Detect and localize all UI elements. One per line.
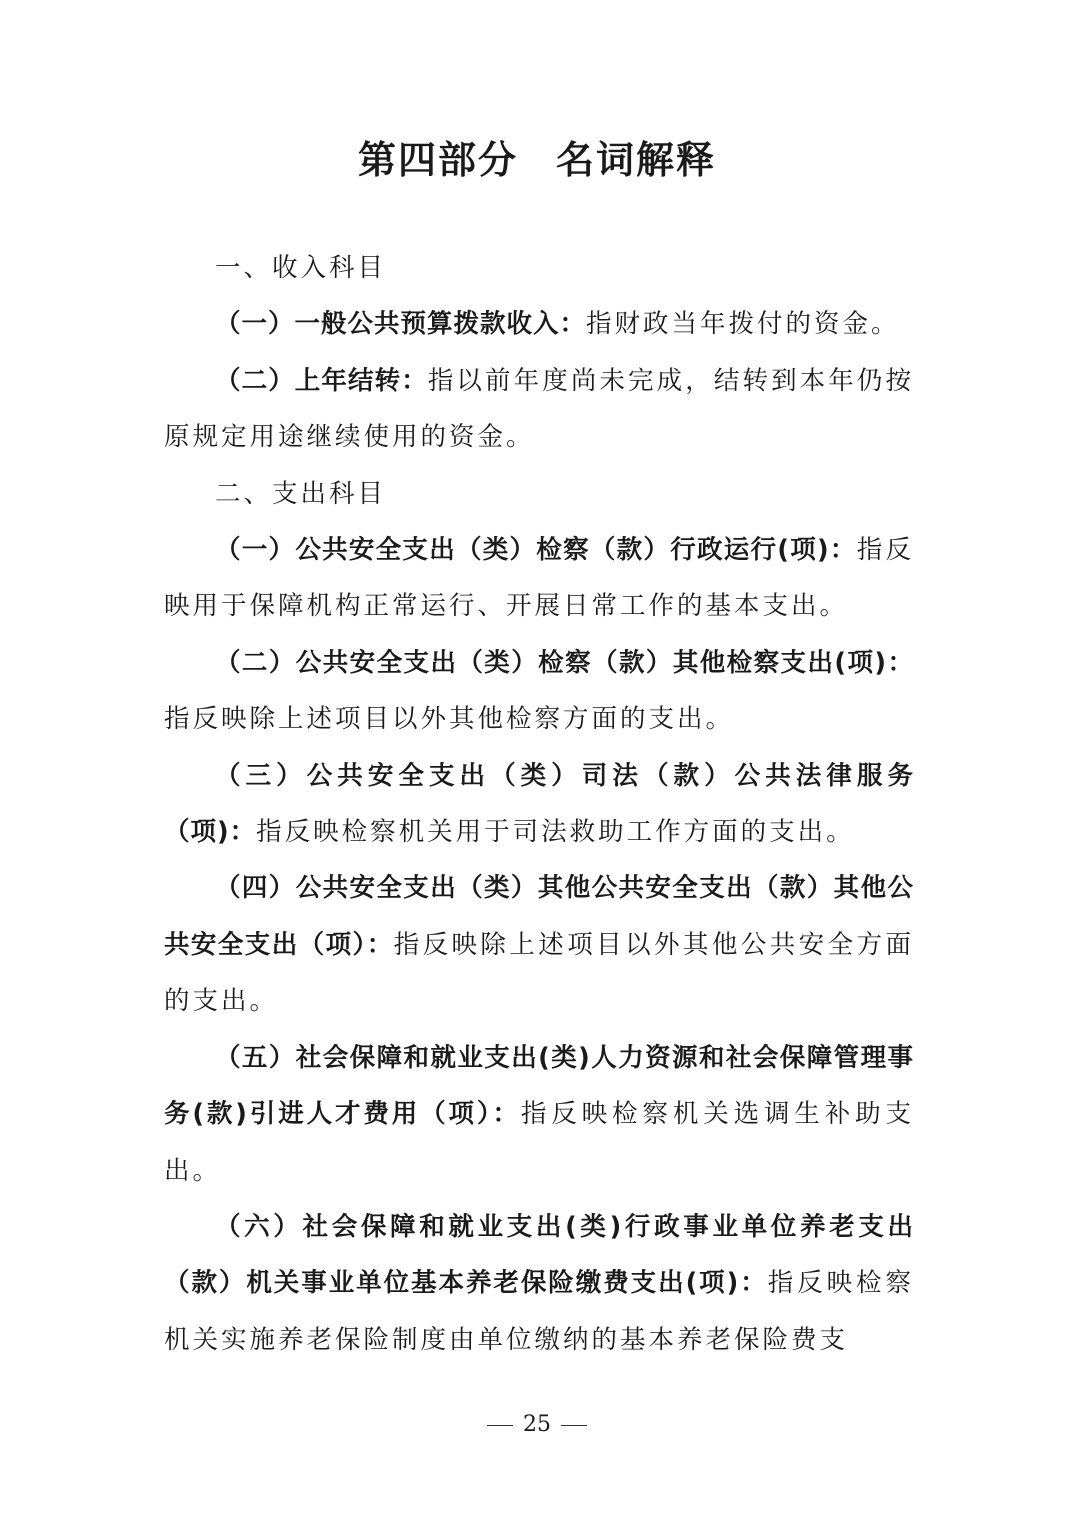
item-text: 指反映除上述项目以外其他公共安全方面的支出。: [164, 929, 914, 1017]
expense-item: [164, 635, 914, 748]
item-text: 指财政当年拨付的资金。: [586, 309, 900, 340]
income-heading: 一、收入科目: [215, 253, 387, 283]
expense-heading: 二、支出科目: [215, 478, 387, 509]
expense-item: [164, 748, 914, 861]
item-term: （五）社会保障和就业支出(类)人力资源和社会保障管理事务(款)引进人才费用（项）：: [164, 1042, 914, 1130]
footer-dash-left: [487, 1425, 513, 1426]
page-footer: [0, 1410, 1074, 1440]
expense-item: [164, 860, 914, 1029]
title-part: 第四部分: [357, 138, 518, 182]
page-title: [0, 130, 1074, 190]
page-number: 25: [523, 1412, 551, 1437]
item-term: （三）公共安全支出（类）司法（款）公共法律服务（项)：: [164, 760, 914, 848]
item-term: （二）公共安全支出（类）检察（款）其他检察支出(项)：: [215, 647, 914, 678]
title-text: 名词解释: [556, 138, 717, 182]
item-text: 指反映检察机关选调生补助支出。: [164, 1099, 914, 1186]
item-text: 指反映除上述项目以外其他检察方面的支出。: [164, 704, 735, 735]
document-body: [164, 240, 914, 1368]
item-term: （一）一般公共预算拨款收入：: [215, 309, 587, 340]
item-term: （六）社会保障和就业支出(类)行政事业单位养老支出（款）机关事业单位基本养老保险缴费支出(项)：: [164, 1211, 914, 1299]
item-text: 指反映用于保障机构正常运行、开展日常工作的基本支出。: [164, 535, 914, 622]
item-term: （一）公共安全支出（类）检察（款）行政运行(项)：: [215, 535, 857, 566]
expense-item: [164, 1030, 914, 1199]
expense-item: [164, 1199, 914, 1368]
income-item: [164, 353, 914, 466]
item-term: （二）上年结转：: [215, 365, 428, 396]
item-text: 指反映检察机关用于司法救助工作方面的支出。: [256, 817, 855, 848]
item-text: 指以前年度尚未完成，结转到本年仍按原规定用途继续使用的资金。: [164, 365, 914, 453]
item-text: 指反映检察机关实施养老保险制度由单位缴纳的基本养老保险费支: [164, 1268, 914, 1355]
item-term: （四）公共安全支出（类）其他公共安全支出（款）其他公共安全支出（项）：: [164, 873, 914, 960]
footer-dash-right: [561, 1425, 587, 1426]
income-item: [164, 296, 914, 352]
expense-item: [164, 522, 914, 635]
